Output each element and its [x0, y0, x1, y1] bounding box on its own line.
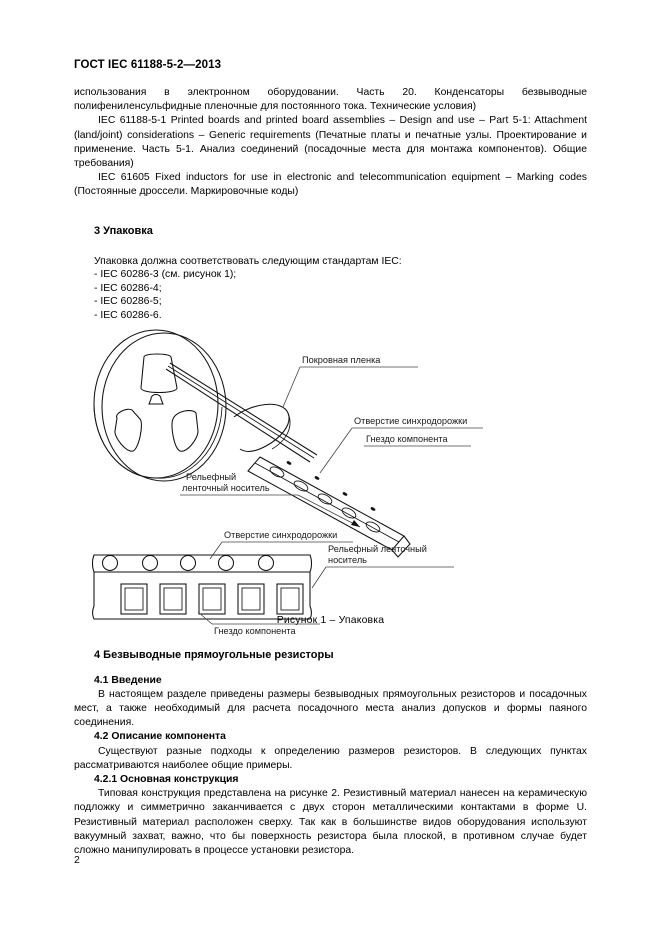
reel-tape-perspective-drawing	[94, 330, 483, 557]
leader-line-carrier-tape-2	[312, 567, 326, 588]
figure-1-caption: Рисунок 1 – Упаковка	[276, 614, 385, 626]
label-sprocket-hole-2: Отверстие синхродорожки	[224, 529, 338, 540]
label-carrier-tape-2-line1: Рельефный ленточный	[328, 543, 427, 554]
section-4-block	[74, 648, 587, 859]
leader-line-sprocket-hole	[320, 428, 352, 473]
section-4-heading: 4 Безвыводные прямоугольные резисторы	[94, 648, 334, 661]
list-item: - IEC 60286-4;	[94, 282, 162, 294]
label-carrier-tape-line1: Рельефный	[186, 471, 237, 482]
label-cover-film: Покровная пленка	[302, 354, 381, 365]
section-4-2-1-heading: 4.2.1 Основная конструкция	[94, 774, 239, 786]
tape-pocket	[317, 491, 334, 505]
section-3-list	[94, 255, 587, 323]
label-sprocket-hole: Отверстие синхродорожки	[354, 415, 468, 426]
component-pocket-inner	[242, 588, 260, 610]
sprocket-hole	[259, 555, 274, 570]
tape-top-edge	[170, 363, 317, 455]
reel-hub-icon	[149, 394, 163, 404]
document-header: ГОСТ IEC 61188-5-2—2013	[74, 59, 222, 71]
reel-cutout-left	[115, 409, 141, 451]
leader-line-sprocket-2	[210, 542, 222, 559]
intro-paragraph-3: IEC 61605 Fixed inductors for use in electronic and telecommunication equipment – Marking codes (Постоянные дроссели. Маркировочные коды)	[74, 172, 587, 198]
section-4-2-heading: 4.2 Описание компонента	[94, 731, 226, 743]
tape-sprocket-hole	[370, 506, 376, 511]
label-component-pocket-2: Гнездо компонента	[214, 625, 296, 636]
list-item: - IEC 60286-6.	[94, 310, 162, 321]
section-3-heading: 3 Упаковка	[94, 224, 153, 237]
sprocket-hole	[143, 555, 158, 570]
intro-paragraph-1: использования в электронном оборудовании. Часть 20. Конденсаторы безвыводные полифениленсульфидные пленочные для постоянного тока. Технические условия)	[74, 87, 587, 113]
reel-rim-edge	[94, 404, 156, 478]
cover-film-loop-icon	[234, 404, 289, 451]
reel-cutout-top	[141, 354, 177, 393]
label-carrier-tape-line2: ленточный носитель	[182, 482, 270, 493]
list-item: - IEC 60286-3 (см. рисунок 1);	[94, 269, 237, 281]
sprocket-hole	[219, 555, 234, 570]
sprocket-hole	[181, 555, 196, 570]
component-pocket-inner	[125, 588, 143, 610]
section-4-2-text: Существуют разные подходы к определению размеров резисторов. В следующих пунктах рассматриваются наиболее общие примеры.	[74, 745, 587, 771]
page-content	[74, 58, 587, 858]
tape-sprocket-hole	[286, 460, 292, 465]
component-pocket-inner	[203, 588, 221, 610]
intro-paragraph-2: IEC 61188-5-1 Printed boards and printed board assemblies – Design and use – Part 5-1: Attachment (land/joint) considerations – Generic requirements (Печатные платы и печатные узлы. Проектирование и применение. Часть 5-1. Анализ соединений (посадочные места для монтажа компонентов). Общие требования)	[74, 115, 587, 170]
reel-cutout-right	[172, 410, 198, 451]
reel-back-flange-icon	[102, 333, 226, 481]
sprocket-hole	[103, 555, 118, 570]
tape-sprocket-hole	[342, 491, 348, 496]
section-4-1-heading: 4.1 Введение	[94, 674, 162, 686]
component-pocket-inner	[164, 588, 182, 610]
section-3-lead-in: Упаковка должна соответствовать следующим стандартам IEC:	[94, 255, 402, 267]
leader-line-carrier-tape	[298, 495, 360, 527]
leader-line-cover-film	[283, 367, 300, 407]
section-4-1-text: В настоящем разделе приведены размеры безвыводных прямоугольных резисторов и посадочных мест, а также необходимый для расчета посадочного места анализ допусков и формы паяного соединения.	[74, 688, 587, 729]
leader-arrowhead	[351, 520, 360, 527]
tape-sprocket-hole	[314, 475, 320, 480]
label-carrier-tape-2-line2: носитель	[328, 554, 367, 565]
tape-pocket	[293, 478, 310, 492]
component-pocket-inner	[281, 588, 299, 610]
list-item: - IEC 60286-5;	[94, 296, 162, 308]
section-4-2-1-text: Типовая конструкция представлена на рисунке 2. Резистивный материал нанесен на керамическую подложку и симметрично заканчивается с двух сторон металлическими контактами в форме U. Резистивный материал расположен сверху. Так как в большинстве видов оборудования используют вакуумный захват, важно, что бы поверхность резистора была плоской, в противном случае будет сложно манипулировать в процессе установки резистора.	[74, 788, 587, 857]
page-number: 2	[74, 855, 80, 866]
label-component-pocket: Гнездо компонента	[366, 433, 448, 444]
tape-pocket	[269, 464, 286, 478]
